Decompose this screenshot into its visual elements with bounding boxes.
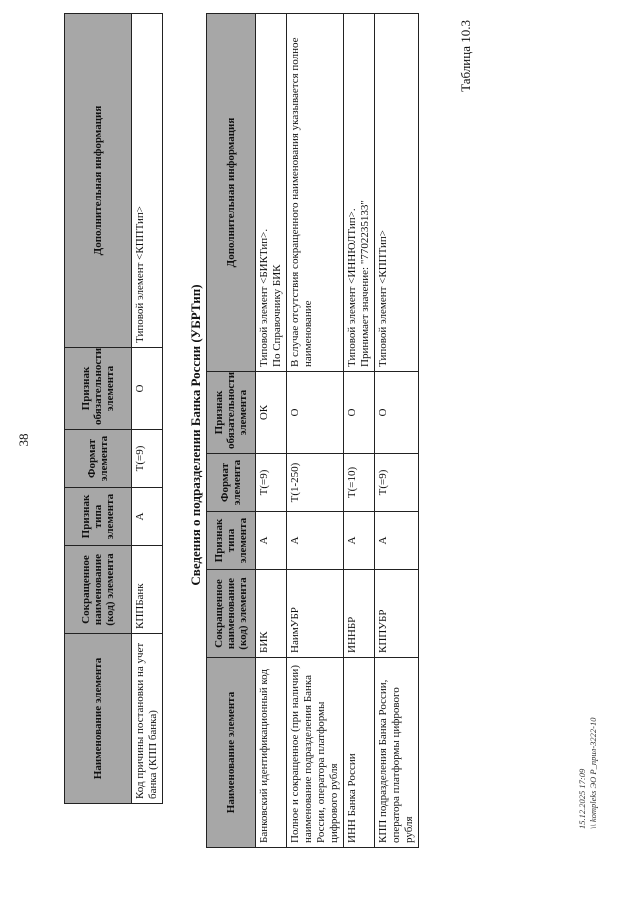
- cell-info: Типовой элемент <КППТип>: [132, 14, 163, 348]
- cell-format: Т(=9): [375, 454, 419, 512]
- cell-code: КППУБР: [375, 570, 419, 658]
- cell-required: О: [375, 372, 419, 454]
- cell-code: БИК: [256, 570, 287, 658]
- footer-path: \\ kompleks ЭО Р_прил-3222-10: [588, 717, 598, 829]
- cell-format: Т(1-250): [287, 454, 344, 512]
- cell-type: А: [256, 512, 287, 570]
- table-row: [375, 14, 419, 848]
- table-caption: Сведения о подразделении Банка России (УБРТип): [188, 284, 203, 586]
- cell-code: НаимУБР: [287, 570, 344, 658]
- cell-code: КППБанк: [132, 546, 163, 634]
- header-code: Сокращенное наименование (код) элемента: [65, 546, 132, 634]
- cell-required: ОК: [256, 372, 287, 454]
- header-info: Дополнительная информация: [207, 14, 256, 372]
- footer-timestamp: 15.12.2025 17:09: [577, 768, 587, 829]
- table-header-row: [207, 14, 256, 848]
- cell-name: Полное и сокращенное (при наличии) наименование подразделения Банка России, оператора платформы цифрового рубля: [287, 658, 344, 848]
- cell-type: А: [132, 488, 163, 546]
- cell-info: Типовой элемент <ИННЮЛТип>. Принимает значение: "7702235133": [344, 14, 375, 372]
- cell-required: О: [344, 372, 375, 454]
- header-required: Признак обязательности элемента: [65, 348, 132, 430]
- page-number: 38: [16, 433, 31, 447]
- cell-format: Т(=9): [256, 454, 287, 512]
- cell-code: ИННБР: [344, 570, 375, 658]
- table-row: [256, 14, 287, 848]
- cell-name: ИНН Банка России: [344, 658, 375, 848]
- header-required: Признак обязательности элемента: [207, 372, 256, 454]
- header-code: Сокращенное наименование (код) элемента: [207, 570, 256, 658]
- cell-required: О: [132, 348, 163, 430]
- cell-info: В случае отсутствия сокращенного наименования указывается полное наименование: [287, 14, 344, 372]
- header-type: Признак типа элемента: [65, 488, 132, 546]
- table-main: [206, 13, 419, 848]
- table-row: [132, 14, 163, 804]
- cell-type: А: [375, 512, 419, 570]
- table-label: Таблица 10.3: [458, 20, 473, 92]
- cell-info: Типовой элемент <БИКТип>. По Справочнику БИК: [256, 14, 287, 372]
- cell-required: О: [287, 372, 344, 454]
- table-row: [344, 14, 375, 848]
- header-format: Формат элемента: [65, 430, 132, 488]
- cell-type: А: [287, 512, 344, 570]
- cell-name: Код причины постановки на учет банка (КПП банка): [132, 634, 163, 804]
- cell-format: Т(=10): [344, 454, 375, 512]
- table-header-row: [65, 14, 132, 804]
- header-type: Признак типа элемента: [207, 512, 256, 570]
- header-name: Наименование элемента: [207, 658, 256, 848]
- header-info: Дополнительная информация: [65, 14, 132, 348]
- header-name: Наименование элемента: [65, 634, 132, 804]
- table-row: [287, 14, 344, 848]
- cell-name: Банковский идентификационный код: [256, 658, 287, 848]
- header-format: Формат элемента: [207, 454, 256, 512]
- cell-type: А: [344, 512, 375, 570]
- cell-format: Т(=9): [132, 430, 163, 488]
- cell-name: КПП подразделения Банка России, оператора платформы цифрового рубля: [375, 658, 419, 848]
- table-top: [64, 13, 163, 804]
- cell-info: Типовой элемент <КППТип>: [375, 14, 419, 372]
